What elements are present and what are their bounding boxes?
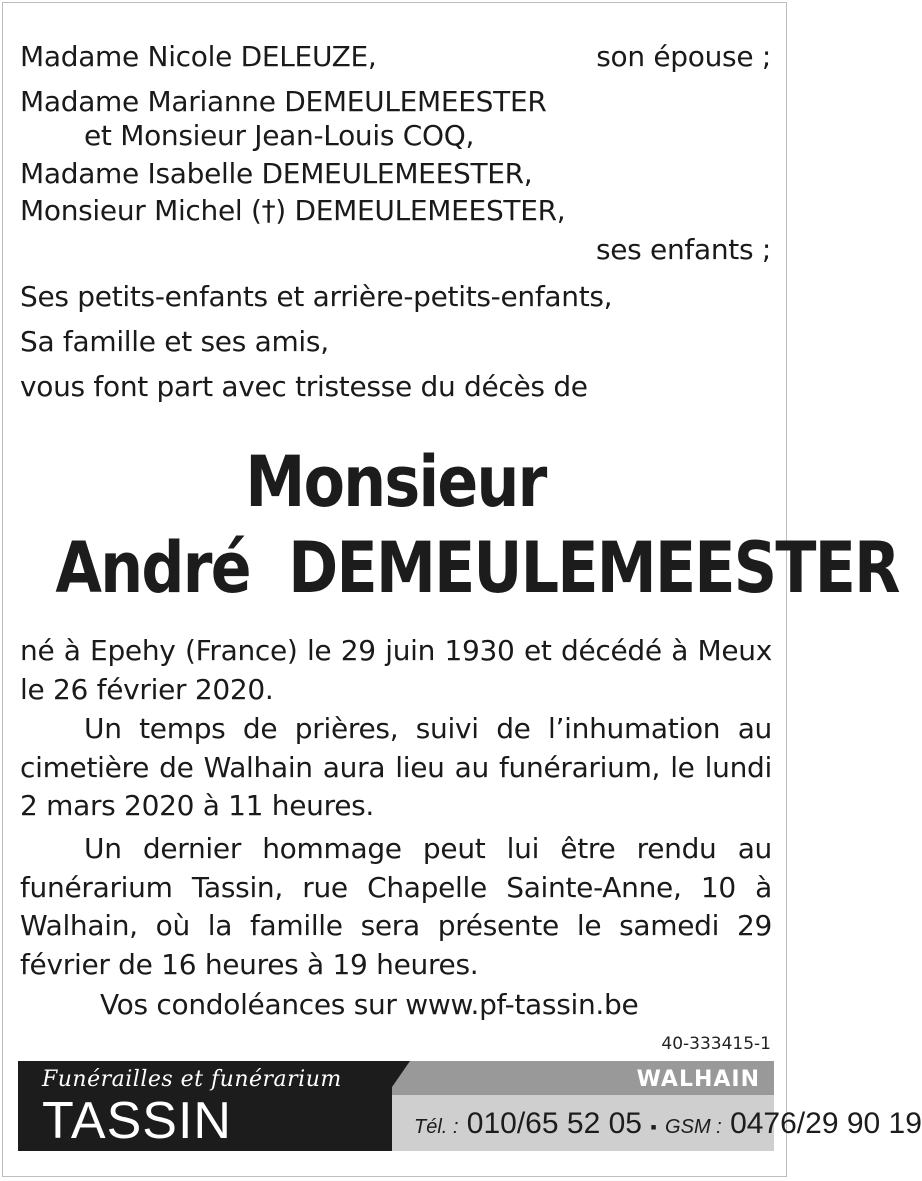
spouse-role: son épouse ;: [596, 40, 771, 73]
funeral-home-banner: [18, 1061, 922, 1151]
condolences-line: Vos condoléances sur www.pf-tassin.be: [100, 988, 639, 1021]
banner-tagline: Funérailles et funérarium: [42, 1067, 342, 1092]
gsm-label: GSM :: [665, 1116, 722, 1138]
ceremony-paragraph: [20, 710, 772, 826]
banner-brand: TASSIN: [42, 1092, 232, 1150]
grandchildren: Ses petits-enfants et arrière-petits-enfants,: [20, 280, 613, 313]
tel-number: 010/65 52 05: [466, 1107, 642, 1140]
child-1-partner: et Monsieur Jean-Louis COQ,: [84, 119, 475, 152]
birth-death-text: né à Epehy (France) le 29 juin 1930 et décédé à Meux le 26 février 2020.: [20, 634, 772, 706]
tel-label: Tél. :: [414, 1116, 459, 1138]
phone-separator: ▪: [650, 1117, 657, 1137]
banner-phones: [414, 1107, 922, 1141]
birth-death-paragraph: [20, 632, 772, 709]
announcement-intro: vous font part avec tristesse du décès de: [20, 370, 588, 403]
tribute-text: Un dernier hommage peut lui être rendu au funérarium Tassin, rue Chapelle Sainte-Anne, 10 à Walhain, où la famille sera présente le samedi 29 février de 16 heures à 19 heures.: [20, 832, 772, 981]
ceremony-text: Un temps de prières, suivi de l’inhumation au cimetière de Walhain aura lieu au funérarium, le lundi 2 mars 2020 à 11 heures.: [20, 712, 772, 822]
child-1: Madame Marianne DEMEULEMEESTER: [20, 85, 547, 118]
banner-location: WALHAIN: [636, 1067, 760, 1092]
deceased-name: André DEMEULEMEESTER: [55, 527, 899, 609]
children-role: ses enfants ;: [595, 233, 771, 266]
tribute-paragraph: [20, 830, 772, 984]
deceased-title: Monsieur: [245, 441, 546, 523]
child-2: Madame Isabelle DEMEULEMEESTER,: [20, 157, 533, 190]
family-friends: Sa famille et ses amis,: [20, 325, 329, 358]
child-3: Monsieur Michel (†) DEMEULEMEESTER,: [20, 194, 566, 227]
spouse-name: Madame Nicole DELEUZE,: [20, 40, 377, 73]
reference-number: 40-333415-1: [661, 1034, 771, 1054]
gsm-number: 0476/29 90 19: [730, 1107, 922, 1140]
